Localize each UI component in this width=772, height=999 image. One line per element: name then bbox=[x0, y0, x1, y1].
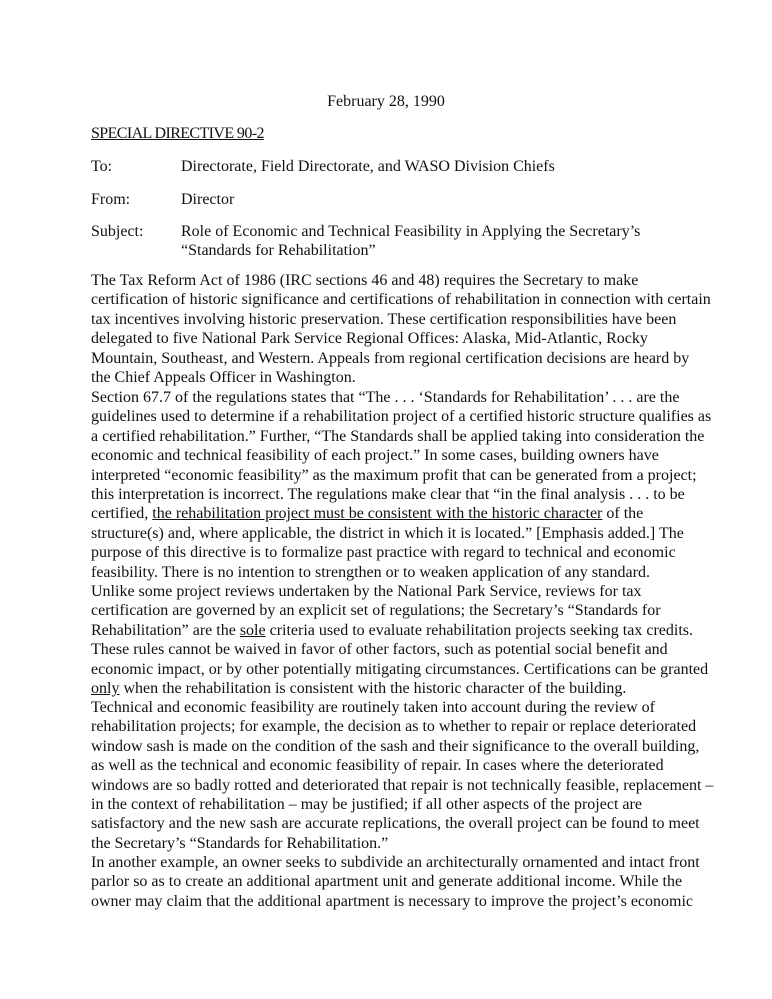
line-text: of the bbox=[602, 505, 644, 523]
line-text: Section 67.7 of the regulations states that “The . . . ‘Standards for Rehabilitation’ . . . are the bbox=[91, 389, 680, 406]
line-text: The Tax Reform Act of 1986 (IRC sections 46 and 48) requires the Secretary to make bbox=[91, 272, 639, 289]
line-text: as well as the technical and economic feasibility of repair. In cases where the deteriorated bbox=[91, 757, 664, 775]
line-text: a certified rehabilitation.” Further, “The Standards shall be applied taking into consideration the bbox=[91, 427, 705, 445]
line-text: parlor so as to create an additional apartment unit and generate additional income. While the bbox=[91, 873, 683, 891]
line-text: feasibility. There is no intention to strengthen or to weaken application of any standard. bbox=[91, 563, 650, 581]
paragraph-line bbox=[91, 329, 691, 348]
paragraph-line bbox=[91, 853, 700, 872]
line-text: when the rehabilitation is consistent with the historic character of the building. bbox=[119, 680, 627, 698]
paragraph-line bbox=[91, 310, 691, 329]
line-text: structure(s) and, where applicable, the district in which it is located.” [Emphasis added.] The bbox=[91, 524, 684, 542]
memo-subject-line: Role of Economic and Technical Feasibility in Applying the Secretary’s bbox=[181, 223, 641, 240]
line-text: criteria used to evaluate rehabilitation projects seeking tax credits. bbox=[265, 621, 693, 639]
paragraph-line bbox=[91, 795, 691, 814]
line-text: delegated to five National Park Service Regional Offices: Alaska, Mid-Atlantic, Rocky bbox=[91, 330, 648, 348]
line-text: interpreted “economic feasibility” as the maximum profit that can be generated from a project; bbox=[91, 466, 697, 484]
line-text: the Chief Appeals Officer in Washington. bbox=[91, 369, 356, 387]
paragraph-line bbox=[91, 563, 691, 582]
line-text: Rehabilitation” are the bbox=[91, 621, 240, 639]
line-text: this interpretation is incorrect. The regulations make clear that “in the final analysis . . . to be bbox=[91, 486, 685, 504]
underlined-emphasis: only bbox=[91, 680, 120, 698]
paragraph-line bbox=[91, 679, 691, 698]
body-paragraph bbox=[91, 388, 712, 582]
underlined-emphasis: the rehabilitation project must be consistent with the historic character bbox=[152, 505, 603, 523]
line-text: In another example, an owner seeks to subdivide an architecturally ornamented and intact front bbox=[91, 854, 700, 871]
paragraph-line bbox=[91, 756, 691, 775]
paragraph-line bbox=[91, 892, 694, 911]
line-text: certification are governed by an explicit set of regulations; the Secretary’s “Standards for bbox=[91, 602, 661, 620]
memo-to-value: Directorate, Field Directorate, and WASO Division Chiefs bbox=[181, 158, 555, 175]
line-text: owner may claim that the additional apartment is necessary to improve the project’s economic bbox=[91, 892, 694, 910]
paragraph-line bbox=[91, 660, 709, 679]
line-text: certification of historic significance and certifications of rehabilitation in connection with certain bbox=[91, 291, 711, 309]
paragraph-line bbox=[91, 427, 705, 446]
paragraph-line bbox=[91, 814, 700, 833]
memo-subject-line: “Standards for Rehabilitation” bbox=[181, 242, 376, 259]
paragraph-line bbox=[91, 485, 691, 504]
paragraph-line bbox=[91, 601, 691, 620]
line-text: economic impact, or by other potentially mitigating circumstances. Certifications can be granted bbox=[91, 660, 709, 678]
paragraph-line bbox=[91, 349, 691, 368]
memo-from-label: From: bbox=[91, 191, 131, 208]
line-text: rehabilitation projects; for example, the decision as to whether to repair or replace deteriorated bbox=[91, 718, 697, 736]
paragraph-line bbox=[91, 446, 691, 465]
paragraph-line bbox=[91, 290, 711, 309]
underlined-emphasis: sole bbox=[239, 621, 266, 639]
paragraph-line bbox=[91, 776, 714, 795]
line-text: purpose of this directive is to formalize past practice with regard to technical and economic bbox=[91, 544, 676, 562]
paragraph-line bbox=[91, 834, 691, 853]
paragraph-line bbox=[91, 717, 697, 736]
memo-from-value: Director bbox=[181, 191, 235, 208]
body-paragraph bbox=[91, 698, 714, 853]
paragraph-line bbox=[91, 504, 691, 523]
paragraph-line bbox=[91, 407, 712, 426]
line-text: window sash is made on the condition of the sash and their significance to the overall building, bbox=[91, 737, 700, 755]
line-text: windows are so badly rotted and deteriorated that repair is not technically feasible, replacement – bbox=[91, 776, 714, 794]
memo-subject-label: Subject: bbox=[91, 223, 144, 240]
paragraph-line bbox=[91, 368, 691, 387]
paragraph-line bbox=[91, 543, 691, 562]
memo-subject-value bbox=[181, 222, 640, 260]
paragraph-line bbox=[91, 388, 691, 407]
paragraph-line bbox=[91, 621, 691, 640]
paragraph-line bbox=[91, 582, 691, 601]
line-text: economic and technical feasibility of each project.” In some cases, building owners have bbox=[91, 447, 659, 465]
line-text: certified, bbox=[91, 505, 153, 523]
body-paragraph bbox=[91, 853, 700, 911]
line-text: satisfactory and the new sash are accurate replications, the overall project can be found to meet bbox=[91, 815, 700, 833]
line-text: Technical and economic feasibility are routinely taken into account during the review of bbox=[91, 699, 655, 716]
paragraph-line bbox=[91, 640, 691, 659]
body-paragraph bbox=[91, 582, 709, 698]
document-date: February 28, 1990 bbox=[327, 93, 445, 110]
paragraph-line bbox=[91, 737, 700, 756]
line-text: These rules cannot be waived in favor of other factors, such as potential social benefit and bbox=[91, 641, 668, 659]
line-text: Mountain, Southeast, and Western. Appeals from regional certification decisions are heard by bbox=[91, 349, 690, 367]
line-text: Unlike some project reviews undertaken by the National Park Service, reviews for tax bbox=[91, 583, 642, 600]
paragraph-line bbox=[91, 466, 697, 485]
paragraph-line bbox=[91, 872, 691, 891]
line-text: tax incentives involving historic preservation. These certification responsibilities have been bbox=[91, 310, 677, 328]
line-text: the Secretary’s “Standards for Rehabilitation.” bbox=[91, 834, 389, 852]
paragraph-line bbox=[91, 698, 691, 717]
paragraph-line bbox=[91, 524, 691, 543]
paragraph-line bbox=[91, 271, 691, 290]
line-text: in the context of rehabilitation – may be justified; if all other aspects of the project are bbox=[91, 796, 642, 814]
memo-to-label: To: bbox=[91, 158, 113, 175]
directive-title: SPECIAL DIRECTIVE 90-2 bbox=[91, 125, 264, 142]
body-paragraph bbox=[91, 271, 711, 387]
line-text: guidelines used to determine if a rehabilitation project of a certified historic structure qualifies as bbox=[91, 408, 712, 426]
